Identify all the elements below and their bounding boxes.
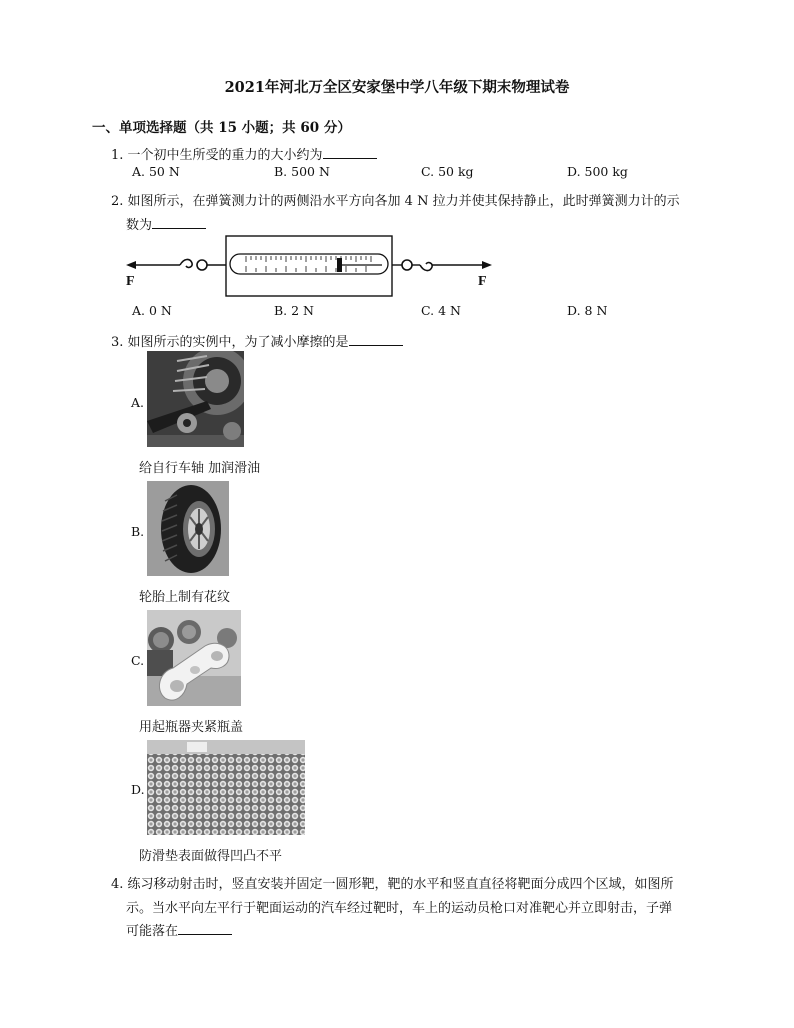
right-force-label: F (478, 274, 487, 289)
q3-option-d-letter: D. (131, 782, 145, 797)
question-1 (111, 144, 377, 163)
q2-option-c: C. 4 N (421, 303, 461, 318)
page-title: 2021年河北万全区安家堡中学八年级下期末物理试卷 (224, 79, 570, 96)
q3-option-c-caption: 用起瓶器夹紧瓶盖 (139, 720, 244, 735)
section-heading: 一、单项选择题（共 15 小题；共 60 分） (92, 120, 351, 136)
q2-option-b: B. 2 N (274, 303, 314, 318)
q3-option-c-letter: C. (131, 653, 145, 668)
question-2-line1: 2. 如图所示，在弹簧测力计的两侧沿水平方向各加 4 N 拉力并使其保持静止，此时弹簧测力计的示 (111, 194, 680, 209)
q1-option-a: A. 50 N (132, 164, 180, 179)
question-3-text: 3. 如图所示的实例中，为了减小摩擦的是 (111, 335, 349, 350)
question-1-text: 1. 一个初中生所受的重力的大小约为 (111, 148, 323, 163)
q1-option-c: C. 50 kg (421, 164, 474, 179)
question-4-line1: 4. 练习移动射击时，竖直安装并固定一圆形靶，靶的水平和竖直直径将靶面分成四个区域，如图所 (111, 877, 674, 892)
left-arrowhead-icon (126, 261, 136, 269)
q3-option-a-letter: A. (131, 395, 145, 410)
left-force-label: F (126, 274, 135, 289)
question-4-line3-text: 可能落在 (126, 924, 179, 939)
q3-option-b-caption: 轮胎上制有花纹 (139, 590, 231, 605)
bicycle-axle-photo (147, 351, 244, 447)
answer-blank (349, 333, 403, 346)
bottle-opener-photo (147, 610, 241, 706)
scale-tube (230, 254, 388, 274)
scale-pointer (337, 258, 342, 272)
question-4-line3 (126, 920, 232, 939)
right-arrowhead-icon (482, 261, 492, 269)
q3-option-d-caption: 防滑垫表面做得凹凸不平 (139, 849, 283, 864)
question-2-line2-text: 数为 (126, 218, 153, 233)
right-hook-icon (420, 263, 432, 271)
q2-option-d: D. 8 N (567, 303, 608, 318)
q2-option-a: A. 0 N (132, 303, 172, 318)
right-ring-icon (402, 260, 412, 270)
answer-blank (178, 922, 232, 935)
q1-option-b: B. 500 N (274, 164, 330, 179)
answer-blank (323, 146, 377, 159)
tire-photo (147, 481, 229, 576)
spring-scale-figure (120, 232, 500, 300)
anti-slip-mat-photo (147, 740, 305, 835)
q3-option-b-letter: B. (131, 524, 145, 539)
left-hook-icon (180, 259, 192, 267)
q1-option-d: D. 500 kg (567, 164, 628, 179)
answer-blank (152, 216, 206, 229)
left-ring-icon (197, 260, 207, 270)
question-2-line2 (126, 214, 206, 233)
q3-option-a-caption: 给自行车轴 加润滑油 (139, 461, 261, 476)
question-3 (111, 331, 403, 350)
question-4-line2: 示。当水平向左平行于靶面运动的汽车经过靶时，车上的运动员枪口对准靶心并立即射击，子弹 (126, 901, 673, 916)
